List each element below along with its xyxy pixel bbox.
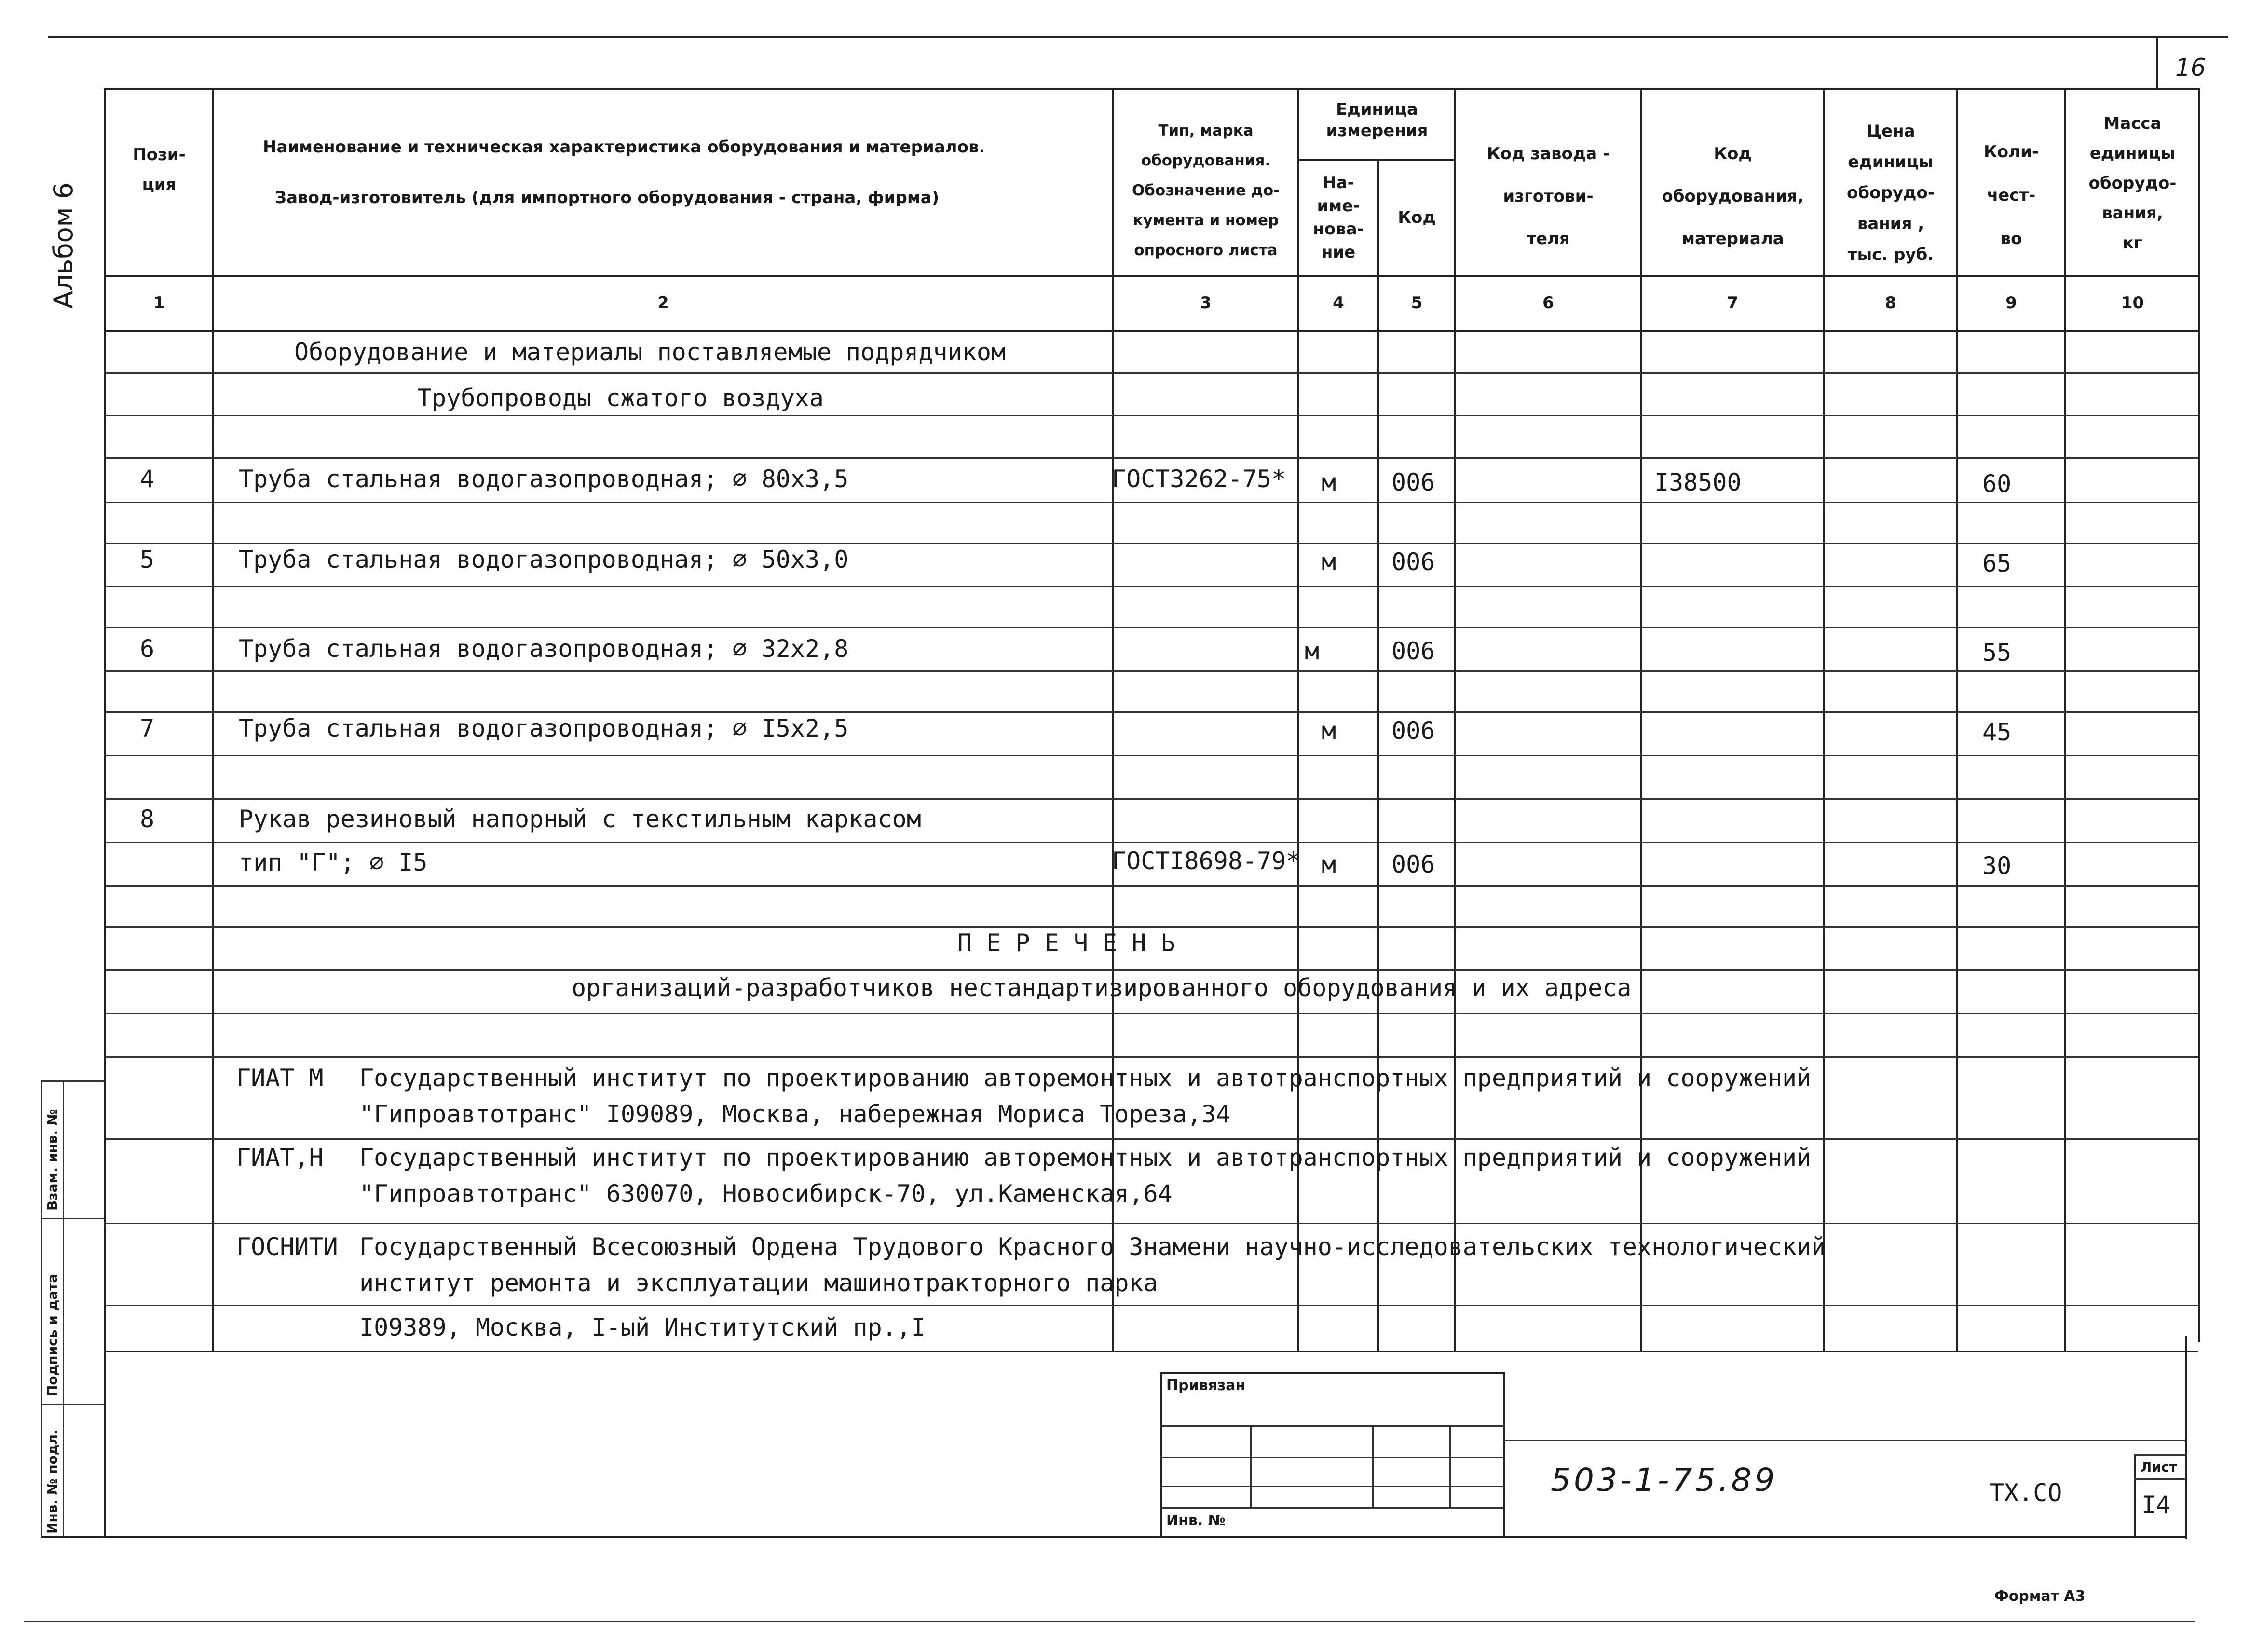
row-unit: м — [1305, 637, 1320, 665]
col-divider-1-2 — [212, 88, 214, 1352]
col-number: 3 — [1200, 293, 1212, 313]
header-col9-line: Коли- — [1984, 142, 2039, 162]
format-label: Формат А3 — [1994, 1588, 2086, 1605]
row-position: 4 — [140, 465, 155, 493]
row-line — [105, 1223, 2198, 1224]
col-number: 10 — [2121, 293, 2144, 313]
row-line — [105, 372, 2198, 374]
row-line — [105, 1305, 2198, 1306]
header-unit-group — [1300, 99, 1454, 141]
unit-subheader-line — [1297, 159, 1454, 161]
header-col3-line: Тип, марка — [1158, 122, 1254, 139]
header-col7-line: Код — [1714, 144, 1752, 164]
row-material-code: I38500 — [1654, 468, 1742, 496]
title-block-line — [1503, 1440, 2185, 1441]
row-line — [105, 1056, 2198, 1058]
row-unit: м — [1322, 850, 1336, 878]
header-col3-line: оборудования. — [1141, 152, 1271, 169]
header-col10-line: единицы — [2089, 144, 2176, 163]
top-border — [48, 36, 2228, 38]
header-col10-line: кг — [2123, 233, 2142, 253]
side-stamp-label: Инв. № подл. — [44, 1429, 60, 1534]
document-code: ТХ.СО — [1990, 1479, 2062, 1507]
row-quantity: 60 — [1982, 470, 2012, 498]
header-col9-line: чест- — [1987, 186, 2036, 205]
header-col2-line2: Завод-изготовитель (для импортного оборудования - страна, фирма) — [275, 188, 940, 207]
row-unit: м — [1322, 468, 1336, 496]
row-code: 006 — [1391, 548, 1435, 576]
section-title: Оборудование и материалы поставляемые подрядчиком — [294, 338, 1006, 366]
row-line — [105, 457, 2198, 459]
list-title: П Е Р Е Ч Е Н Ь — [957, 929, 1175, 957]
col-number: 7 — [1727, 293, 1739, 313]
sheet-box-left — [2134, 1454, 2136, 1538]
header-col3 — [1114, 116, 1297, 265]
header-col4-line: име- — [1317, 196, 1360, 216]
row-position: 6 — [140, 635, 155, 663]
stamp-box-left — [1160, 1372, 1162, 1538]
row-name: Труба стальная водогазопроводная; ∅ 80х3,5 — [239, 465, 849, 493]
corner-box-left — [2156, 36, 2158, 89]
stamp-col — [1250, 1425, 1252, 1507]
header-col8-line: единицы — [1848, 152, 1934, 172]
row-line — [105, 1013, 2198, 1014]
stamp-line — [1160, 1425, 1505, 1427]
col-number: 5 — [1411, 293, 1423, 313]
header-col4 — [1300, 171, 1377, 264]
row-doc: ГОСТI8698-79* — [1112, 847, 1301, 875]
col-number: 1 — [153, 293, 165, 313]
header-col7-line: материала — [1681, 229, 1784, 248]
side-stamp-label: Взам. инв. № — [44, 1109, 60, 1211]
row-line — [105, 798, 2198, 800]
header-col2-line1: Наименование и техническая характеристика оборудования и материалов. — [263, 137, 985, 157]
colnum-bottom-line — [105, 330, 2198, 332]
row-line — [105, 1138, 2198, 1140]
col-divider-7-8 — [1823, 88, 1825, 1352]
row-line — [105, 543, 2198, 544]
row-unit: м — [1322, 548, 1336, 576]
side-stamp-line — [41, 1218, 104, 1219]
row-line — [105, 670, 2198, 672]
document-number: 503-1-75.89 — [1551, 1461, 1778, 1499]
side-stamp-line — [41, 1404, 104, 1405]
header-unit-line: Единица — [1336, 100, 1418, 119]
col-number: 6 — [1542, 293, 1554, 313]
table-left-border — [104, 88, 106, 1538]
header-col9 — [1958, 130, 2064, 260]
header-col9-line: во — [2000, 229, 2022, 248]
row-line — [105, 969, 2198, 971]
stamp-box-top — [1160, 1372, 1505, 1374]
side-stamp-line — [41, 1080, 104, 1082]
sheet-box-top — [2134, 1454, 2186, 1456]
row-name: Рукав резиновый напорный с текстильным каркасом — [239, 805, 921, 833]
row-code: 006 — [1391, 850, 1435, 878]
side-stamp-label: Подпись и дата — [44, 1273, 60, 1396]
inv-no-label: Инв. № — [1166, 1512, 1226, 1529]
header-col10-line: оборудо- — [2088, 174, 2177, 193]
col-number: 4 — [1333, 293, 1344, 313]
row-line — [105, 842, 2198, 843]
header-col1-line: Пози- — [133, 145, 186, 164]
col-divider-8-9 — [1956, 88, 1958, 1352]
sheet-number: I4 — [2141, 1491, 2171, 1519]
stamp-col — [1449, 1425, 1451, 1507]
col-number: 9 — [2005, 293, 2017, 313]
row-quantity: 30 — [1982, 852, 2012, 880]
header-unit-line: измерения — [1326, 121, 1428, 140]
stamp-line — [1160, 1457, 1505, 1458]
privyazan-label: Привязан — [1166, 1377, 1246, 1394]
side-stamp-left — [41, 1080, 42, 1538]
header-col8 — [1826, 116, 1956, 270]
header-col3-line: опросного листа — [1134, 242, 1278, 259]
header-col8-line: оборудо- — [1847, 183, 1935, 203]
row-unit: м — [1322, 717, 1336, 745]
header-col7 — [1642, 133, 1823, 260]
stamp-line — [1160, 1507, 1505, 1509]
col-number: 8 — [1885, 293, 1896, 313]
row-doc: ГОСТ3262-75* — [1112, 465, 1286, 493]
header-col8-line: тыс. руб. — [1847, 245, 1934, 264]
org-line: "Гипроавтотранс" 630070, Новосибирск-70, ул.Каменская,64 — [359, 1180, 1173, 1208]
col-number: 2 — [657, 293, 669, 313]
table-right-border — [2198, 88, 2200, 1342]
header-bottom-line — [105, 275, 2198, 277]
frame-bottom-line — [41, 1536, 2187, 1538]
org-line: I09389, Москва, I-ый Институтский пр.,I — [359, 1313, 926, 1341]
header-col3-line: Обозначение до- — [1132, 182, 1280, 199]
row-name: Труба стальная водогазопроводная; ∅ 50х3,0 — [239, 546, 849, 573]
row-quantity: 55 — [1982, 639, 2012, 667]
header-col1 — [106, 140, 212, 200]
header-col5: Код — [1398, 208, 1436, 227]
row-quantity: 45 — [1982, 718, 2012, 746]
row-line — [105, 711, 2198, 713]
table-top-line — [105, 88, 2198, 90]
row-line — [105, 502, 2198, 503]
header-col10-line: вания, — [2102, 204, 2163, 223]
header-col1-line: ция — [142, 175, 177, 194]
row-code: 006 — [1391, 637, 1435, 665]
row-line — [105, 627, 2198, 628]
org-line: Государственный институт по проектированию авторемонтных и автотранспортных предприятий и сооружений — [359, 1064, 1812, 1092]
row-line — [105, 885, 2198, 887]
section-subtitle: Трубопроводы сжатого воздуха — [417, 384, 824, 412]
stamp-line — [1160, 1486, 1505, 1487]
org-line: Государственный Всесоюзный Ордена Трудового Красного Знамени научно-исследовательских технологический — [359, 1233, 1826, 1261]
col-divider-9-10 — [2064, 88, 2066, 1352]
row-line — [105, 755, 2198, 756]
header-col10 — [2067, 109, 2198, 258]
sheet-corner-number: 16 — [2175, 54, 2206, 82]
header-col7-line: оборудования, — [1662, 187, 1804, 206]
side-stamp-mid — [63, 1080, 64, 1538]
header-col6-line: теля — [1527, 229, 1570, 248]
row-position: 5 — [140, 546, 155, 573]
org-line: Государственный институт по проектированию авторемонтных и автотранспортных предприятий и сооружений — [359, 1144, 1812, 1172]
sheet-box-mid — [2134, 1478, 2186, 1480]
header-col6-line: Код завода - — [1486, 144, 1610, 164]
outer-bottom-line — [24, 1621, 2195, 1622]
sheet-label: Лист — [2141, 1459, 2177, 1475]
header-col6 — [1457, 133, 1640, 260]
row-line — [105, 586, 2198, 587]
stamp-box-right — [1503, 1372, 1505, 1538]
album-label: Альбом 6 — [48, 182, 79, 309]
org-line: "Гипроавтотранс" I09089, Москва, набережная Мориса Тореза,34 — [359, 1100, 1231, 1128]
row-code: 006 — [1391, 468, 1435, 496]
header-col3-line: кумента и номер — [1132, 212, 1279, 229]
header-col4-line: нова- — [1313, 219, 1364, 239]
row-code: 006 — [1391, 717, 1435, 745]
org-abbr: ГИАТ М — [236, 1064, 324, 1092]
header-col4-line: ние — [1321, 243, 1356, 262]
header-col4-line: На- — [1323, 173, 1354, 192]
row-name-continued: тип "Г"; ∅ I5 — [239, 848, 428, 876]
header-col8-line: Цена — [1866, 122, 1915, 141]
row-position: 8 — [140, 805, 155, 833]
row-name: Труба стальная водогазопроводная; ∅ 32х2,8 — [239, 635, 849, 663]
row-quantity: 65 — [1982, 549, 2012, 577]
row-line — [105, 415, 2198, 416]
list-subtitle: организаций-разработчиков нестандартизированного оборудования и их адреса — [572, 974, 1632, 1002]
row-name: Труба стальная водогазопроводная; ∅ I5х2,5 — [239, 714, 849, 742]
stamp-col — [1372, 1425, 1374, 1507]
header-col8-line: вания , — [1857, 214, 1924, 233]
row-position: 7 — [140, 714, 155, 742]
row-line — [105, 926, 2198, 928]
org-abbr: ГИАТ,Н — [236, 1144, 324, 1172]
header-col10-line: Масса — [2103, 114, 2162, 133]
org-line: институт ремонта и эксплуатации машинотракторного парка — [359, 1269, 1158, 1297]
table-bottom-line — [105, 1351, 2198, 1352]
header-col6-line: изготови- — [1503, 187, 1594, 206]
frame-right-lower — [2185, 1336, 2187, 1539]
org-abbr: ГОСНИТИ — [236, 1233, 338, 1261]
